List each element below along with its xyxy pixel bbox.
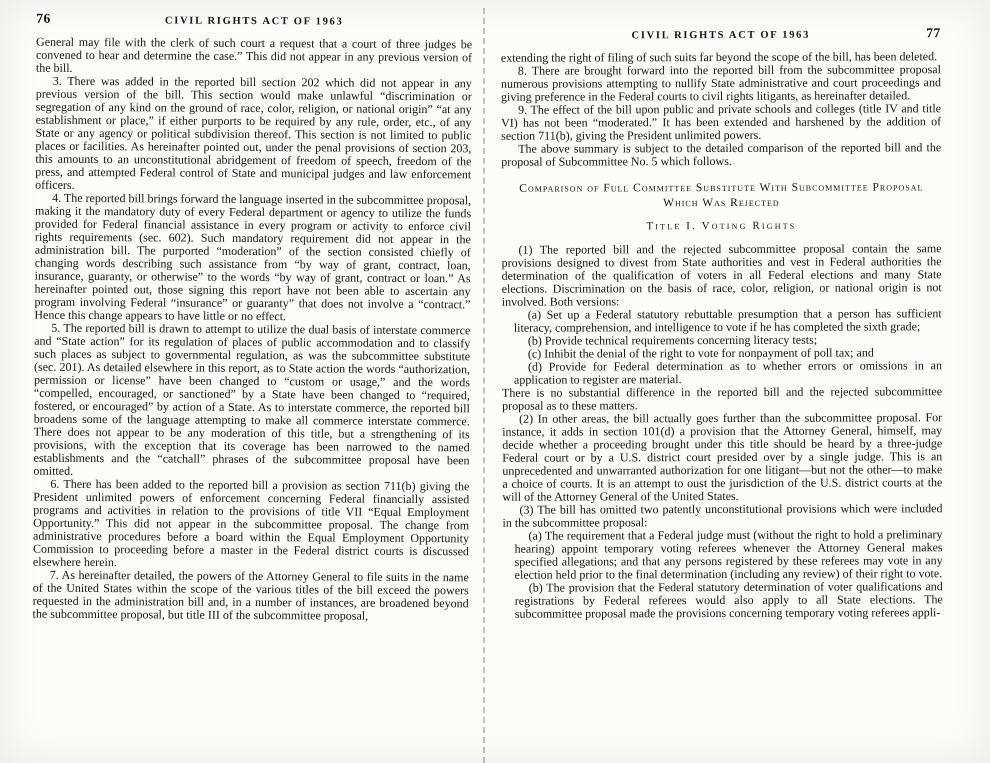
list-item: (b) The provision that the Federal statutory determination of voter qualifications and registrations by Federal referees would also apply to all State elections. The subcommittee proposal made the provisions concerning temporary voting referees appli- (514, 579, 943, 621)
page-number: 76 (36, 10, 51, 26)
list-item: (c) Inhibit the denial of the right to vote for nonpayment of poll tax; and (527, 345, 874, 361)
paragraph: (3) The bill has omitted two patently unconstitutional provisions which were included in the subcommittee proposal: (502, 501, 943, 530)
paragraph: 3. There was added in the reported bill section 202 which did not appear in any previous version of the bill. This section would make unlawful “discrimination or segregation of any kind on the ground of race, color, religion, or national origin” “at any establishment or place,” if either purports to be required by any rule, order, etc., of any State or any agency or political subdivision thereof. This section is not limited to public places or facilities. As hereinafter pointed out, under the penal provisions of section 203, this amounts to an unconstitutional abridgement of freedom of speech, freedom of the press, and attempted Federal control of State and municipal judges and law enforcement officers. (35, 73, 472, 192)
paragraph: 9. The effect of the bill upon public and private schools and colleges (title IV and title VI) has not been “moderated.” It has been extended and harshened by the addition of section 711(b), giving the President unlimited powers. (501, 101, 942, 143)
paragraph: extending the right of filing of such suits far beyond the scope of the bill, has been deleted. (500, 49, 938, 65)
page-76 (32, 0, 473, 763)
paragraph: The above summary is subject to the detailed comparison of the reported bill and the proposal of Subcommittee No. 5 which follows. (501, 140, 942, 169)
center-fold (483, 8, 485, 763)
page-77 (501, 0, 944, 763)
list-item: (a) Set up a Federal statutory rebuttable presumption that a person has sufficient literacy, comprehension, and intelligence to vote if he has completed the sixth grade; (513, 306, 942, 335)
paragraph: 5. The reported bill is drawn to attempt to utilize the dual basis of interstate commerce and “State action” for its regulation of places of public accommodation and to classify such places as subject to governmental regulation, as was the subcommittee substitute (sec. 201). As detailed elsewhere in this report, as to State action the words “authorization, permission or license” have been changed to “custom or usage,” and the words “compelled, encouraged, or sanctioned” by a State have been changed to “required, fostered, or encouraged” by action of a State. As to interstate commerce, the reported bill broadens some of the language attempting to make all commerce interstate commerce. There does not appear to be any moderation of this title, but a strengthening of its provisions, with the exception that its coverage has been narrowed to the named establishments and the “catchall” phrases of the subcommittee proposal have been omitted. (33, 320, 471, 478)
paragraph: 8. There are brought forward into the reported bill from the subcommittee proposal numerous provisions attempting to nullify State administrative and court proceedings and giving preference in the Federal courts to civil rights litigants, as hereinafter detailed. (500, 62, 941, 104)
paragraph: (1) The reported bill and the rejected subcommittee proposal contain the same provisions designed to divest from State authorities and vest in Federal authorities the determination of the qualification of voters in all Federal elections and many State elections. Discrimination on the basis of race, color, religion, or national origin is not involved. Both versions: (501, 241, 942, 309)
paragraph: There is no substantial difference in the reported bill and the rejected subcommittee proposal as to these matters. (502, 384, 943, 413)
paragraph: 7. As hereinafter detailed, the powers of the Attorney General to file suits in the name of the United States within the scope of the various titles of the bill exceed the powers requested in the administration bill and, in a number of instances, are broadened beyond the subcommittee proposal, but title III of the subcommittee proposal, (32, 567, 469, 623)
paragraph: 6. There has been added to the reported bill a provision as section 711(b) giving the President unlimited powers of enforcement concerning Federal financially assisted programs and activities in relation to the provisions of title VII “Equal Employment Opportunity.” This did not appear in the subcommittee proposal. The change from administrative procedures before a board within the Equal Employment Opportunity Commission to proceeding before a master in the Federal district courts is discussed elsewhere herein. (32, 476, 470, 570)
page-body (33, 36, 473, 624)
page-header (36, 11, 472, 30)
running-title: CIVIL RIGHTS ACT OF 1963 (164, 15, 344, 28)
paragraph: General may file with the clerk of such court a request that a court of three judges be convened to hear and determine the case.” This did not appear in any previous version of the bill. (35, 34, 473, 75)
list-item: (b) Provide technical requirements concerning literacy tests; (527, 332, 818, 348)
list-item: (d) Provide for Federal determination as to whether errors or omissions in an application to register are material. (513, 358, 942, 387)
paragraph: 4. The reported bill brings forward the language inserted in the subcommittee proposal, making it the mandatory duty of every Federal department or agency to utilize the funds provided for Federal financial assistance in every program or activity to enforce civil rights requirements (sec. 602). Such mandatory requirement did not appear in the administration bill. The purported “moderation” of the section consisted chiefly of changing words describing such assistance from “by way of grant, contract, loan, insurance, guaranty, or otherwise” to the words “by way of grant, contract or loan.” As hereinafter pointed out, those signing this report have not been able to ascertain any program involving Federal “insurance” or guaranty” that does not involve a “contract.” Hence this change appears to have little or no effect. (34, 190, 472, 324)
page-number: 77 (926, 25, 941, 41)
subsection-heading: Title I. Voting Rights (646, 219, 797, 233)
section-heading: Comparison of Full Committee Substitute With Subcommittee Proposal Which Was Rejected (519, 181, 924, 210)
running-title: CIVIL RIGHTS ACT OF 1963 (631, 29, 811, 42)
page-body (501, 50, 943, 621)
list-item: (a) The requirement that a Federal judge must (without the right to hold a preliminary hearing) appoint temporary voting referees whenever the Attorney General makes specified allegations; and that any persons registered by these referees may vote in any election held prior to the final determination (including any review) of their right to vote. (514, 527, 943, 582)
page-header (501, 25, 941, 43)
paragraph: (2) In other areas, the bill actually goes further than the subcommittee proposal. For instance, it adds in section 101(d) a provision that the Attorney General, himself, may decide whether a proceeding brought under this title should be heard by a three-judge Federal court or by a U.S. district court presided over by a single judge. This is an unprecedented and unwarranted authorization for one litigant—but not the other—to make a choice of courts. It is an attempt to oust the jurisdiction of the U.S. district courts at the will of the Attorney General of the United States. (502, 410, 943, 504)
